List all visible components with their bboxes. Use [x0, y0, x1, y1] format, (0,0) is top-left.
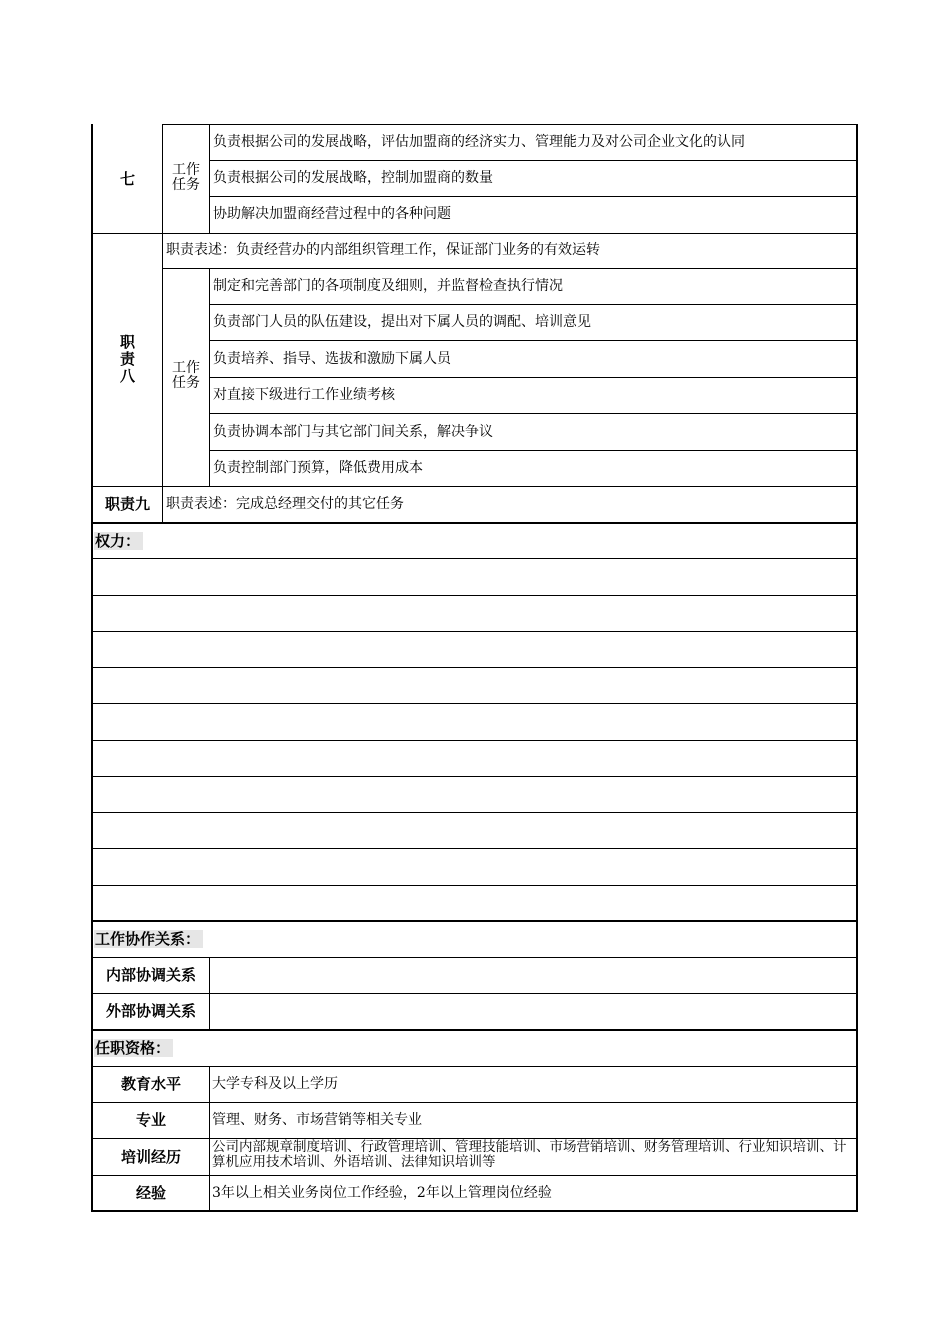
duty8-tasks-label — [163, 361, 209, 391]
duty8-task-1: 制定和完善部门的各项制度及细则，并监督检查执行情况 — [213, 278, 563, 294]
education-label: 教育水平 — [120, 1075, 181, 1093]
experience-value: 3年以上相关业务岗位工作经验，2年以上管理岗位经验 — [212, 1185, 552, 1201]
major-value: 管理、财务、市场营销等相关专业 — [212, 1112, 422, 1128]
education-value: 大学专科及以上学历 — [212, 1076, 338, 1092]
duty7-task-1: 负责根据公司的发展战略，评估加盟商的经济实力、管理能力及对公司企业文化的认同 — [213, 134, 745, 150]
major-label: 专业 — [135, 1111, 166, 1129]
duty9-label: 职责九 — [104, 495, 150, 513]
duty8-label-line2: 责 — [119, 350, 135, 368]
duty8-label — [93, 334, 162, 385]
internal-coordination-label: 内部协调关系 — [105, 966, 196, 984]
duty9-statement: 职责表述：完成总经理交付的其它任务 — [166, 496, 404, 512]
duty7-label: 七 — [119, 170, 135, 188]
authority-title-text: 权力： — [94, 532, 143, 550]
duty7-task-3: 协助解决加盟商经营过程中的各种问题 — [213, 206, 451, 222]
experience-label: 经验 — [135, 1184, 166, 1202]
duty8-task-4: 对直接下级进行工作业绩考核 — [213, 387, 395, 403]
duty8-tasks-label-line2: 任务 — [172, 375, 200, 391]
duty8-tasks-label-line1: 工作 — [172, 360, 200, 376]
duty8-task-2: 负责部门人员的队伍建设，提出对下属人员的调配、培训意见 — [213, 314, 591, 330]
external-coordination-label: 外部协调关系 — [105, 1002, 196, 1020]
qualifications-title — [94, 1040, 173, 1057]
duty8-task-6: 负责控制部门预算，降低费用成本 — [213, 460, 423, 476]
duty8-task-5: 负责协调本部门与其它部门间关系，解决争议 — [213, 424, 493, 440]
training-label: 培训经历 — [120, 1148, 181, 1166]
duty8-statement: 职责表述：负责经营办的内部组织管理工作，保证部门业务的有效运转 — [166, 242, 600, 258]
duty8-label-line1: 职 — [119, 333, 135, 351]
authority-title — [94, 533, 143, 550]
training-value: 公司内部规章制度培训、行政管理培训、管理技能培训、市场营销培训、财务管理培训、行业知识培训、计算机应用技术培训、外语培训、法律知识培训等 — [212, 1139, 847, 1170]
duty7-tasks-label — [163, 163, 209, 193]
duty7-task-2: 负责根据公司的发展战略，控制加盟商的数量 — [213, 170, 493, 186]
qualifications-title-text: 任职资格： — [94, 1039, 173, 1057]
duty7-tasks-label-line1: 工作 — [172, 162, 200, 178]
duty8-task-3: 负责培养、指导、选拔和激励下属人员 — [213, 351, 451, 367]
collaboration-title-text: 工作协作关系： — [94, 930, 203, 948]
collaboration-title — [94, 931, 203, 948]
duty8-label-line3: 八 — [119, 367, 135, 385]
duty7-tasks-label-line2: 任务 — [172, 177, 200, 193]
